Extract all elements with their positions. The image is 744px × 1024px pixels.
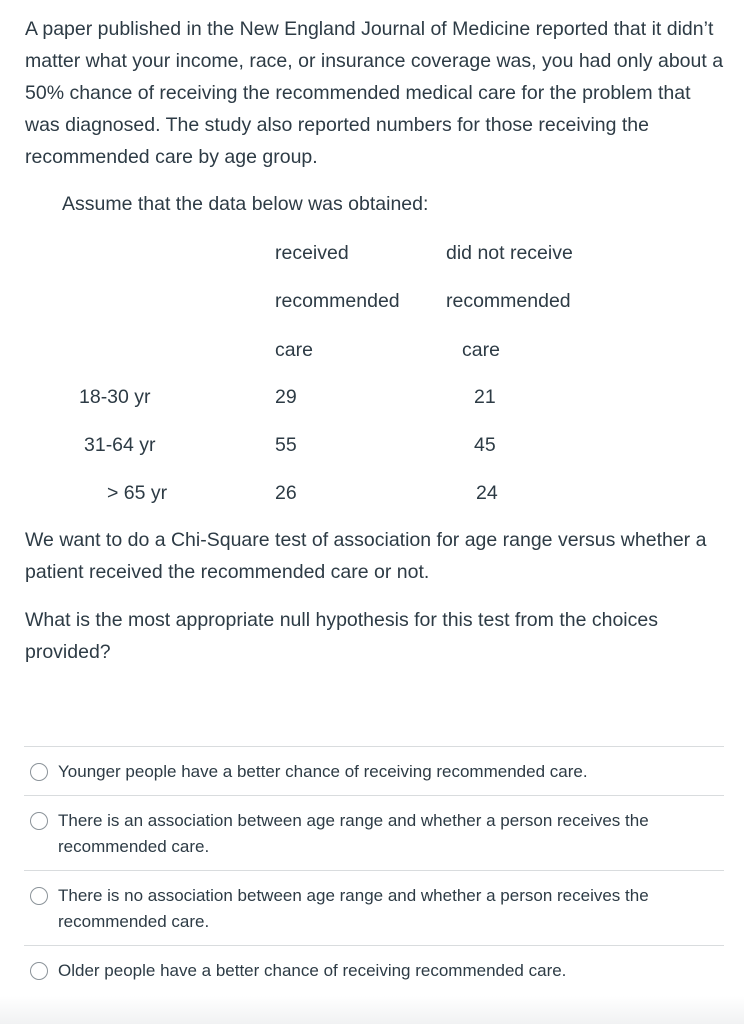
radio-button-icon[interactable] bbox=[30, 962, 48, 980]
question-text: What is the most appropriate null hypothesis for this test from the choices provided? bbox=[25, 609, 658, 663]
col-received-header-line1: received bbox=[275, 242, 349, 264]
radio-button-icon[interactable] bbox=[30, 887, 48, 905]
radio-button-icon[interactable] bbox=[30, 763, 48, 781]
row-label-31-64: 31-64 yr bbox=[84, 434, 156, 456]
row-label-65-plus: > 65 yr bbox=[107, 482, 168, 504]
row-65-plus-not-received: 24 bbox=[476, 482, 498, 504]
row-65-plus-received: 26 bbox=[275, 482, 297, 504]
row-31-64-received: 55 bbox=[275, 434, 297, 456]
row-label-18-30: 18-30 yr bbox=[79, 386, 151, 408]
answer-label: Older people have a better chance of receiving recommended care. bbox=[58, 961, 567, 980]
answer-label: There is an association between age range and whether a person receives the recommended care. bbox=[58, 811, 649, 856]
answer-option-4[interactable] bbox=[24, 946, 724, 994]
row-18-30-not-received: 21 bbox=[474, 386, 496, 408]
answer-option-1[interactable] bbox=[24, 747, 724, 796]
intro-paragraph: A paper published in the New England Journal of Medicine reported that it didn’t matter what your income, race, or insurance coverage was, you had only about a 50% chance of receiving the recommended medical care for the problem that was diagnosed. The study also reported numbers for those receiving the recommended care by age group. bbox=[25, 18, 724, 168]
bottom-fade bbox=[0, 996, 744, 1024]
answer-label: There is no association between age range and whether a person receives the recommended care. bbox=[58, 886, 649, 931]
answer-option-2[interactable] bbox=[24, 796, 724, 871]
answer-list bbox=[24, 746, 724, 994]
row-31-64-not-received: 45 bbox=[474, 434, 496, 456]
row-18-30-received: 29 bbox=[275, 386, 297, 408]
assume-text: Assume that the data below was obtained: bbox=[62, 193, 429, 215]
answer-option-3[interactable] bbox=[24, 871, 724, 946]
col-received-header-line2: recommended bbox=[275, 290, 400, 312]
col-received-header-line3: care bbox=[275, 339, 313, 361]
col-not-received-header-line2: recommended bbox=[446, 290, 571, 312]
answer-label: Younger people have a better chance of receiving recommended care. bbox=[58, 762, 588, 781]
col-not-received-header-line3: care bbox=[462, 339, 500, 361]
test-statement: We want to do a Chi-Square test of association for age range versus whether a patient received the recommended care or not. bbox=[25, 529, 707, 583]
col-not-received-header-line1: did not receive bbox=[446, 242, 573, 264]
radio-button-icon[interactable] bbox=[30, 812, 48, 830]
